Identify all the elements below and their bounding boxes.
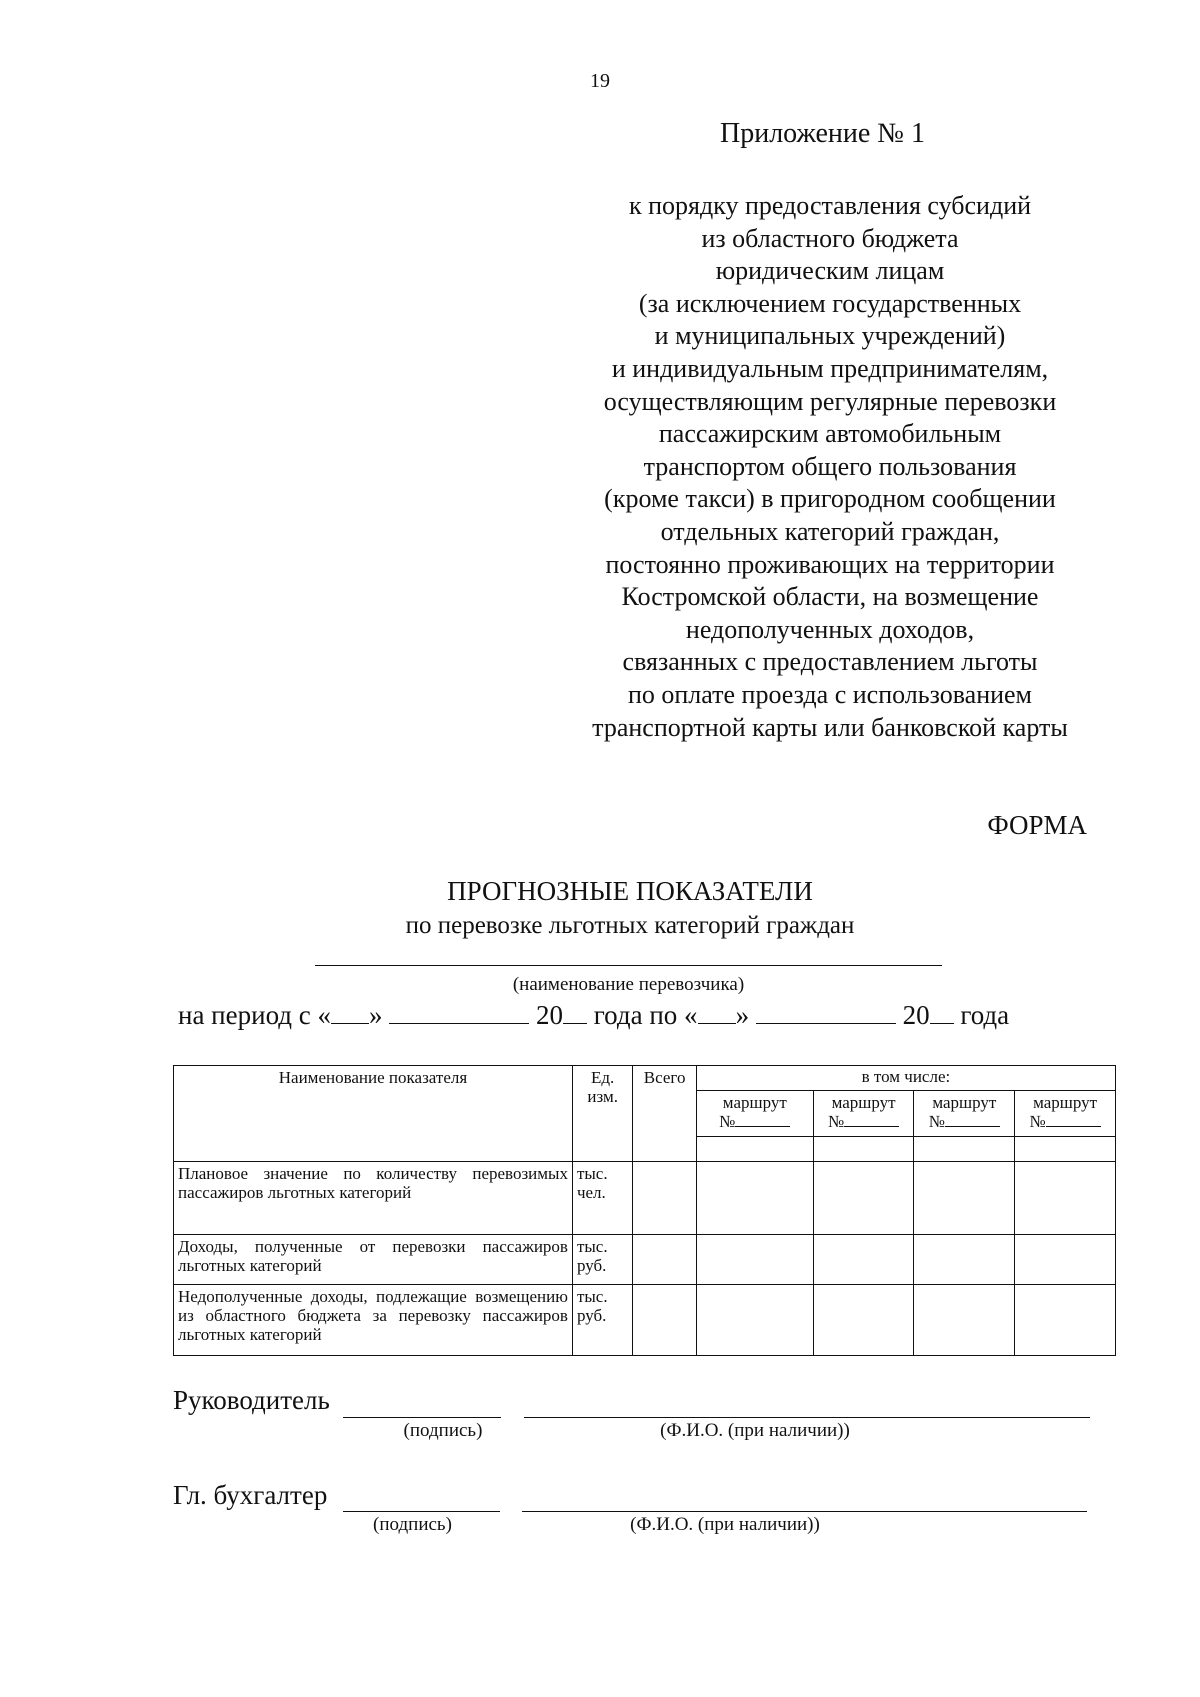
appendix-line: юридическим лицам bbox=[715, 256, 945, 286]
head-signature-field[interactable] bbox=[343, 1417, 501, 1418]
appendix-line: и муниципальных учреждений) bbox=[654, 321, 1006, 351]
route-label: маршрут bbox=[722, 1093, 787, 1113]
period-start-month-field[interactable] bbox=[389, 1001, 529, 1024]
appendix-line: отдельных категорий граждан, bbox=[660, 516, 1000, 546]
period-start-day-field[interactable] bbox=[331, 1001, 369, 1024]
table-cell-route[interactable] bbox=[1015, 1285, 1116, 1356]
appendix-line: к порядку предоставления субсидий bbox=[628, 191, 1032, 220]
route-label: маршрут bbox=[932, 1093, 997, 1113]
route-label: маршрут bbox=[831, 1093, 896, 1113]
table-cell-route[interactable] bbox=[1015, 1161, 1116, 1234]
period-close-quote-2: » bbox=[735, 1000, 750, 1030]
appendix-line: Костромской области, на возмещение bbox=[621, 582, 1039, 612]
table-cell-route[interactable] bbox=[813, 1161, 914, 1234]
period-end-year-field[interactable] bbox=[930, 1001, 954, 1024]
route-number-sign: № bbox=[719, 1112, 736, 1132]
table-cell-route[interactable] bbox=[914, 1234, 1015, 1285]
table-cell-total[interactable] bbox=[633, 1161, 696, 1234]
route-label: маршрут bbox=[1033, 1093, 1098, 1113]
period-suffix: года bbox=[960, 1000, 1010, 1030]
table-cell-empty[interactable] bbox=[914, 1136, 1015, 1161]
accountant-signature-field[interactable] bbox=[343, 1511, 500, 1512]
appendix-line: из областного бюджета bbox=[701, 223, 959, 253]
header-route-3 bbox=[914, 1091, 1015, 1136]
carrier-name-field[interactable] bbox=[315, 965, 942, 966]
period-end-day-field[interactable] bbox=[698, 1001, 736, 1024]
form-subtitle: по перевозке льготных категорий граждан bbox=[405, 912, 855, 939]
table-cell-route[interactable] bbox=[1015, 1234, 1116, 1285]
header-total: Всего bbox=[633, 1066, 696, 1162]
appendix-line: транспортом общего пользования bbox=[643, 451, 1017, 481]
appendix-line: (за исключением государственных bbox=[638, 288, 1022, 318]
carrier-name-caption: (наименование перевозчика) bbox=[512, 974, 745, 995]
table-cell-route[interactable] bbox=[914, 1161, 1015, 1234]
table-cell-route[interactable] bbox=[914, 1285, 1015, 1356]
period-close-quote: » bbox=[369, 1000, 383, 1030]
period-year-prefix-2: 20 bbox=[902, 1000, 930, 1030]
accountant-label: Гл. бухгалтер bbox=[173, 1480, 328, 1510]
form-label: ФОРМА bbox=[987, 810, 1087, 840]
appendix-line: осуществляющим регулярные перевозки bbox=[603, 386, 1057, 416]
appendix-text bbox=[530, 190, 1130, 744]
table-row bbox=[174, 1285, 1116, 1356]
period-year-prefix: 20 bbox=[536, 1000, 564, 1030]
page-number: 19 bbox=[590, 70, 610, 92]
row-indicator-name: Недополученные доходы, подлежащие возмещению из областного бюджета за перевозку пассажиров льготных категорий bbox=[174, 1285, 573, 1356]
route-number-field[interactable] bbox=[735, 1112, 790, 1127]
table-cell-route[interactable] bbox=[813, 1234, 914, 1285]
accountant-signature-caption: (подпись) bbox=[373, 1514, 452, 1535]
head-name-caption: (Ф.И.О. (при наличии)) bbox=[660, 1420, 850, 1441]
route-number-field[interactable] bbox=[844, 1112, 899, 1127]
indicators-table bbox=[173, 1065, 1116, 1356]
period-start-year-field[interactable] bbox=[563, 1001, 587, 1024]
table-cell-route[interactable] bbox=[696, 1161, 813, 1234]
appendix-line: транспортной карты или банковской карты bbox=[592, 712, 1068, 742]
table-cell-total[interactable] bbox=[633, 1234, 696, 1285]
row-indicator-name: Доходы, полученные от перевозки пассажиров льготных категорий bbox=[174, 1234, 573, 1285]
appendix-line: недополученных доходов, bbox=[685, 614, 975, 644]
table-cell-route[interactable] bbox=[696, 1234, 813, 1285]
accountant-name-caption: (Ф.И.О. (при наличии)) bbox=[630, 1514, 820, 1535]
appendix-line: (кроме такси) в пригородном сообщении bbox=[604, 484, 1056, 514]
appendix-line: постоянно проживающих на территории bbox=[605, 549, 1055, 579]
row-indicator-name: Плановое значение по количеству перевозимых пассажиров льготных категорий bbox=[174, 1161, 573, 1234]
period-prefix: на период с « bbox=[178, 1000, 332, 1030]
row-unit: тыс. чел. bbox=[572, 1161, 632, 1234]
header-route-4 bbox=[1015, 1091, 1116, 1136]
head-name-field[interactable] bbox=[524, 1417, 1090, 1418]
header-route-1 bbox=[696, 1091, 813, 1136]
table-cell-route[interactable] bbox=[813, 1285, 914, 1356]
header-unit: Ед. изм. bbox=[572, 1066, 632, 1162]
period-line bbox=[178, 1000, 1009, 1031]
table-row bbox=[174, 1234, 1116, 1285]
appendix-title: Приложение № 1 bbox=[720, 118, 925, 149]
form-title: ПРОГНОЗНЫЕ ПОКАЗАТЕЛИ bbox=[447, 876, 813, 906]
appendix-line: по оплате проезда с использованием bbox=[627, 679, 1033, 709]
header-including: в том числе: bbox=[696, 1066, 1115, 1091]
head-signature-caption: (подпись) bbox=[403, 1420, 483, 1441]
head-label: Руководитель bbox=[173, 1385, 330, 1415]
route-number-sign: № bbox=[1029, 1112, 1046, 1132]
route-number-field[interactable] bbox=[1046, 1112, 1101, 1127]
table-cell-empty[interactable] bbox=[813, 1136, 914, 1161]
table-row bbox=[174, 1161, 1116, 1234]
route-number-sign: № bbox=[827, 1112, 845, 1132]
table-cell-empty[interactable] bbox=[1015, 1136, 1116, 1161]
period-end-month-field[interactable] bbox=[756, 1001, 896, 1024]
appendix-line: пассажирским автомобильным bbox=[658, 419, 1002, 449]
row-unit: тыс. руб. bbox=[572, 1234, 632, 1285]
appendix-line: связанных с предоставлением льготы bbox=[622, 647, 1038, 677]
row-unit: тыс. руб. bbox=[572, 1285, 632, 1356]
header-indicator-name: Наименование показателя bbox=[174, 1066, 573, 1162]
accountant-name-field[interactable] bbox=[522, 1511, 1087, 1512]
period-middle: года по « bbox=[593, 1000, 698, 1030]
table-cell-total[interactable] bbox=[633, 1285, 696, 1356]
header-route-2 bbox=[813, 1091, 914, 1136]
appendix-line: и индивидуальным предпринимателям, bbox=[611, 353, 1049, 383]
table-cell-route[interactable] bbox=[696, 1285, 813, 1356]
route-number-sign: № bbox=[928, 1112, 945, 1132]
route-number-field[interactable] bbox=[945, 1112, 1000, 1127]
table-cell-empty[interactable] bbox=[696, 1136, 813, 1161]
